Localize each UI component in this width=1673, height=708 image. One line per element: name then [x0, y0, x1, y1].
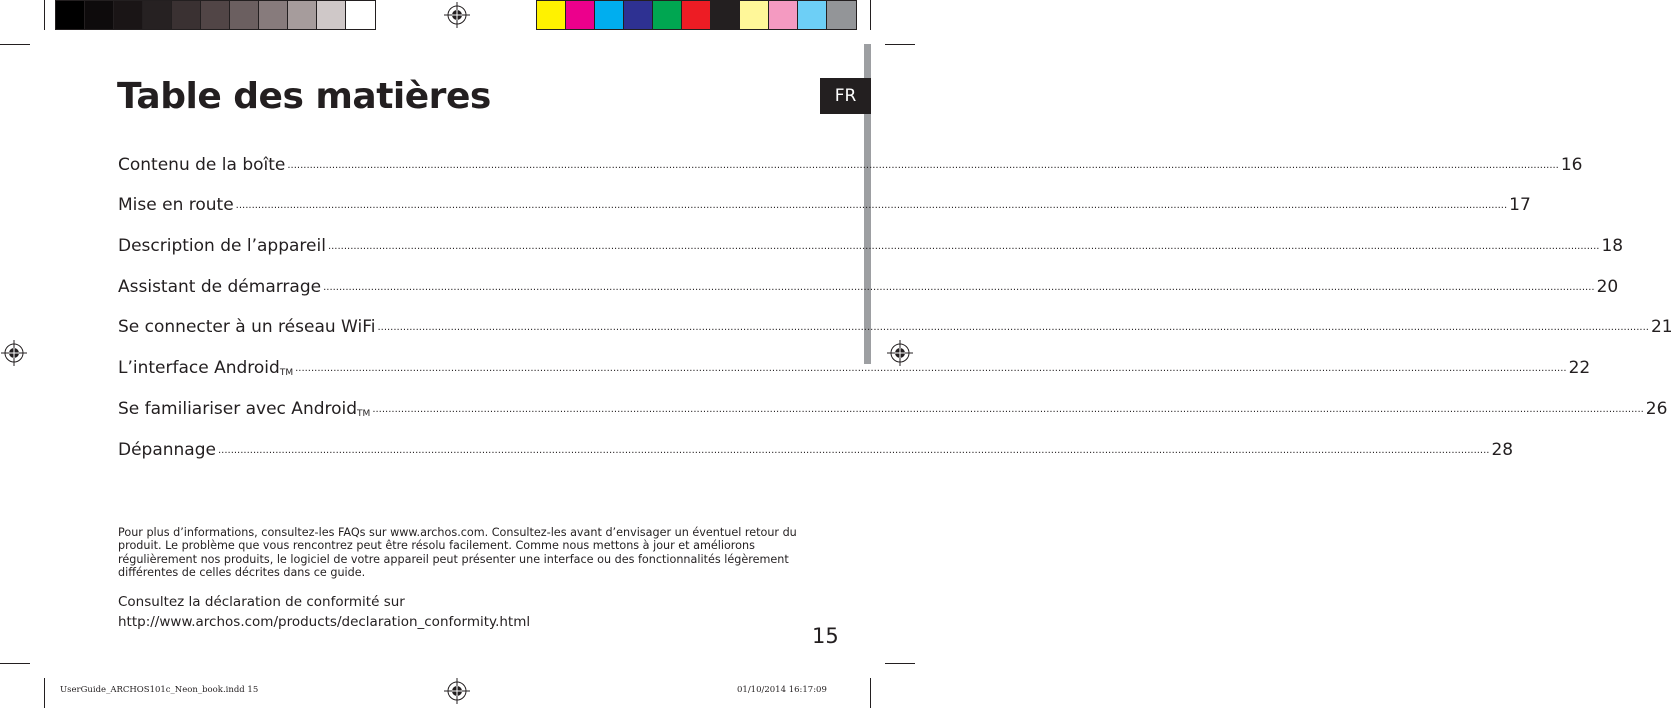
calibration-swatch — [172, 1, 201, 29]
toc-entry[interactable] — [118, 337, 1591, 379]
slug-timestamp: 01/10/2014 16:17:09 — [737, 685, 827, 695]
registration-target-icon — [444, 2, 470, 28]
toc-entry-page: 22 — [1568, 358, 1591, 379]
crop-mark — [0, 663, 30, 664]
toc-entry[interactable] — [118, 256, 1619, 297]
crop-mark — [870, 0, 871, 30]
calibration-swatch — [740, 1, 769, 29]
toc-leader-dots: ................................................................................................................................................................................................................................................................................................................................................................................................................ — [372, 403, 1644, 415]
crop-mark — [44, 0, 45, 30]
calibration-swatch — [346, 1, 375, 29]
toc-leader-dots: ................................................................................................................................................................................................................................................................................................................................................................................................................ — [287, 159, 1559, 171]
crop-mark — [44, 678, 45, 708]
conformity-statement: Consultez la déclaration de conformité sur http://www.archos.com/products/declaration_conformity.html — [118, 594, 531, 630]
toc-entry-label: Contenu de la boîte — [118, 154, 286, 175]
toc-entry-page: 21 — [1650, 317, 1673, 338]
calibration-swatch — [230, 1, 259, 29]
calibration-swatch — [537, 1, 566, 29]
toc-entry[interactable] — [118, 215, 1624, 257]
info-paragraph: Pour plus d’informations, consultez-les FAQs sur www.archos.com. Consultez-les avant d’envisager un éventuel retour du produit. Le problème que vous rencontrez peut être résolu facilement. Comme nous mettons à jour et améliorons régulièrement nos produits, le logiciel de votre appareil peut présenter une interface ou des fonctionnalités légèrement différentes de celles décrites dans ce guide. — [118, 526, 797, 579]
color-calibration-bar — [536, 0, 857, 30]
registration-target-icon — [887, 340, 913, 366]
trademark-superscript: TM — [279, 368, 294, 379]
toc-entry-page: 16 — [1560, 154, 1583, 175]
toc-entry-label: Se connecter à un réseau WiFi — [118, 317, 376, 338]
calibration-swatch — [769, 1, 798, 29]
crop-mark — [870, 678, 871, 708]
trademark-superscript: TM — [357, 408, 371, 419]
calibration-swatch — [85, 1, 114, 29]
calibration-swatch — [201, 1, 230, 29]
toc-entry-label: Se familiariser avec Android — [118, 398, 358, 419]
calibration-swatch — [595, 1, 624, 29]
toc-entry[interactable] — [118, 419, 1514, 460]
toc-leader-dots: ................................................................................................................................................................................................................................................................................................................................................................................................................ — [217, 444, 1490, 456]
calibration-swatch — [682, 1, 711, 29]
toc-entry-label: Description de l’appareil — [118, 236, 326, 257]
toc-entry-page: 28 — [1491, 439, 1514, 460]
calibration-swatch — [317, 1, 346, 29]
toc-entry-label: L’interface Android — [118, 358, 280, 379]
crop-mark — [0, 44, 30, 45]
toc-entry[interactable] — [118, 175, 1531, 216]
calibration-swatch — [624, 1, 653, 29]
slug-filename: UserGuide_ARCHOS101c_Neon_book.indd 15 — [60, 685, 259, 695]
toc-entry-label: Assistant de démarrage — [118, 276, 322, 297]
grayscale-calibration-bar — [55, 0, 376, 30]
calibration-swatch — [566, 1, 595, 29]
calibration-swatch — [143, 1, 172, 29]
page-number: 15 — [812, 624, 839, 648]
language-tab: FR — [820, 78, 871, 114]
toc-leader-dots: ................................................................................................................................................................................................................................................................................................................................................................................................................ — [235, 200, 1508, 212]
toc-leader-dots: ................................................................................................................................................................................................................................................................................................................................................................................................................ — [377, 322, 1649, 334]
toc-entry[interactable] — [118, 297, 1673, 338]
calibration-swatch — [259, 1, 288, 29]
registration-target-icon — [1, 340, 27, 366]
toc-leader-dots: ................................................................................................................................................................................................................................................................................................................................................................................................................ — [323, 281, 1595, 293]
toc-leader-dots: ................................................................................................................................................................................................................................................................................................................................................................................................................ — [327, 241, 1600, 253]
calibration-swatch — [653, 1, 682, 29]
calibration-swatch — [114, 1, 143, 29]
page-title: Table des matières — [117, 76, 491, 117]
toc-entry[interactable] — [118, 134, 1583, 175]
calibration-swatch — [827, 1, 856, 29]
calibration-swatch — [798, 1, 827, 29]
toc-entry-page: 17 — [1509, 195, 1531, 216]
crop-mark — [885, 663, 915, 664]
registration-target-icon — [444, 678, 470, 704]
toc-entry-label: Mise en route — [118, 195, 234, 216]
calibration-swatch — [711, 1, 740, 29]
calibration-swatch — [56, 1, 85, 29]
calibration-swatch — [288, 1, 317, 29]
toc-entry-page: 18 — [1601, 236, 1624, 257]
toc-entry[interactable] — [118, 378, 1668, 419]
toc-entry-page: 20 — [1596, 276, 1619, 297]
toc-entry-label: Dépannage — [118, 439, 216, 460]
toc-leader-dots: ................................................................................................................................................................................................................................................................................................................................................................................................................ — [295, 363, 1567, 375]
table-of-contents — [118, 134, 1673, 460]
crop-mark — [885, 44, 915, 45]
toc-entry-page: 26 — [1645, 398, 1668, 419]
